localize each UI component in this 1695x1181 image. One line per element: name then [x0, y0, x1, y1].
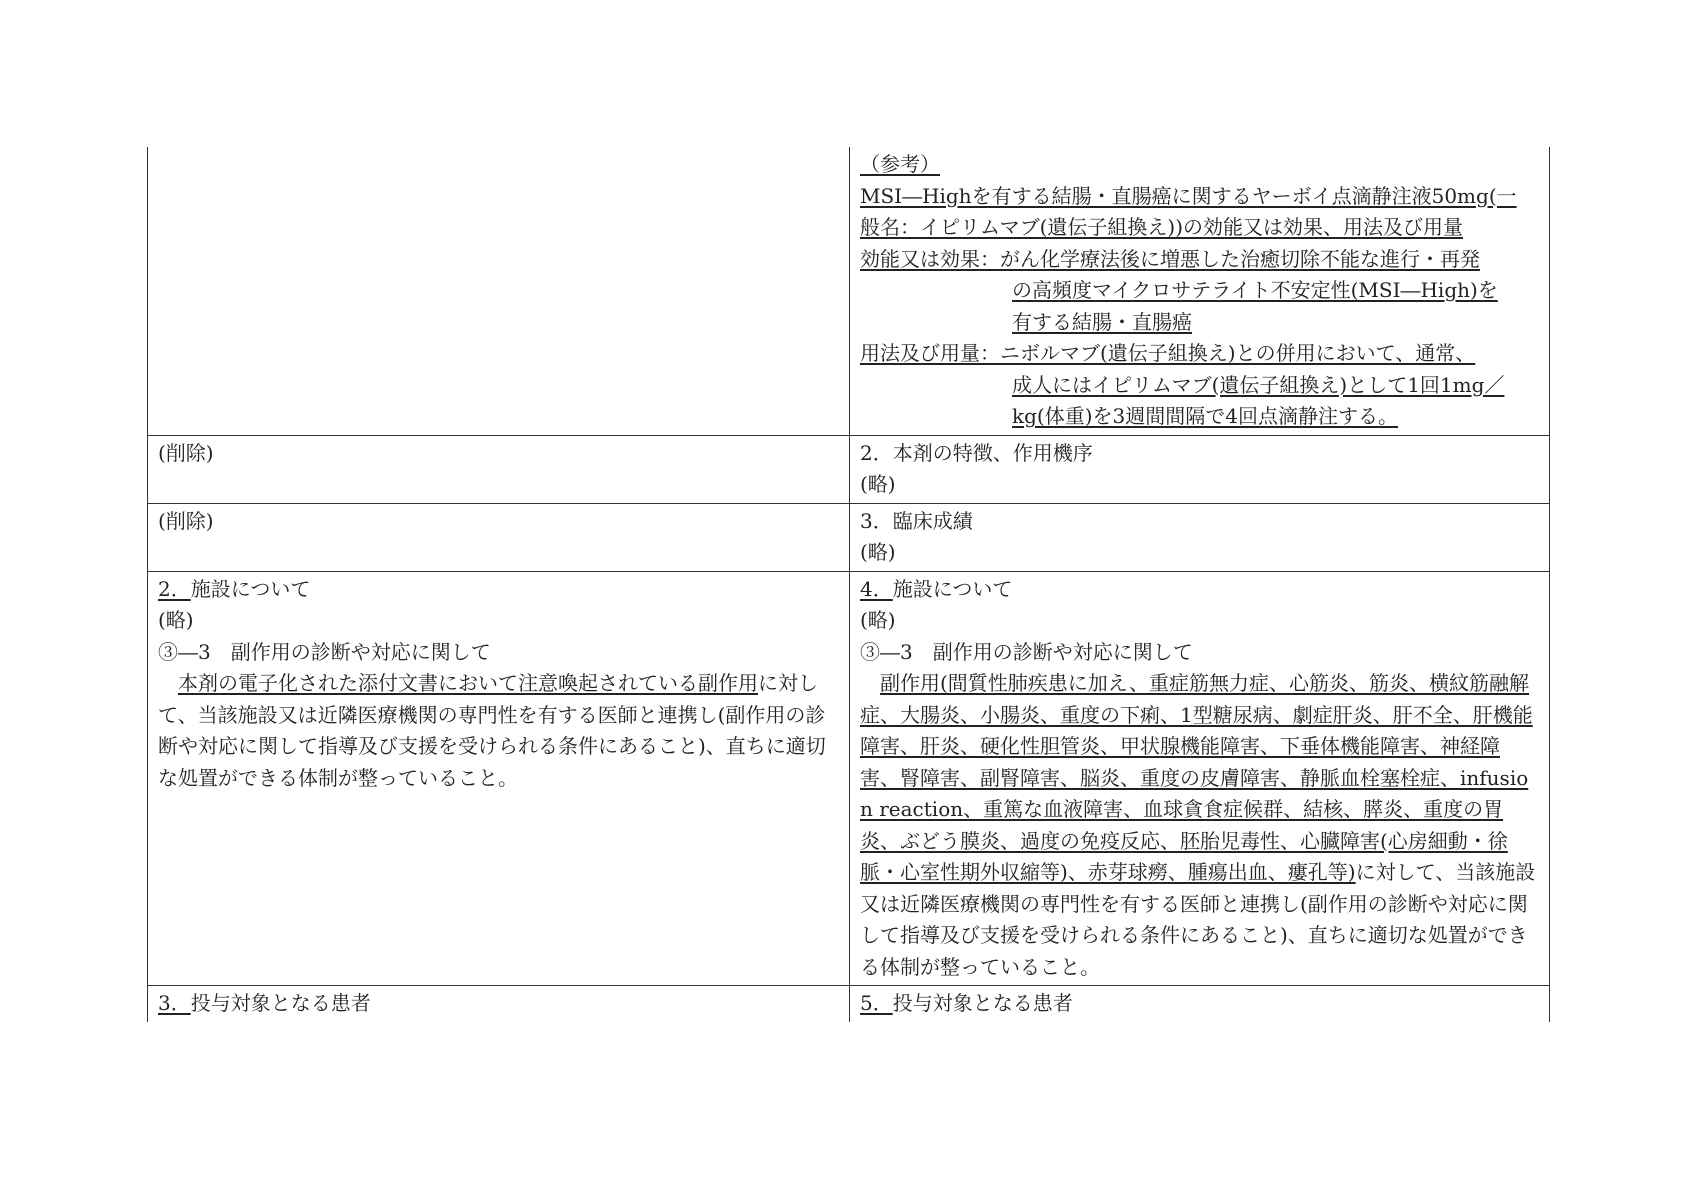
cell-left-deleted: [148, 503, 850, 571]
row-reference: [148, 147, 1550, 435]
cell-clinical: [850, 503, 1550, 571]
deleted-label: (削除): [158, 508, 214, 533]
sub-heading: ③―3 副作用の診断や対応に関して: [860, 639, 1193, 664]
comparison-table: [147, 147, 1550, 1022]
section-number: 3．: [158, 991, 191, 1015]
paragraph-underlined: 副作用(間質性肺疾患に加え、重症筋無力症、心筋炎、筋炎、横紋筋融解症、大腸炎、小腸炎、重度の下痢、1型糖尿病、劇症肝炎、肝不全、肝機能障害、肝炎、硬化性胆管炎、甲状腺機能障害、下垂体機能障害、神経障害、腎障害、副腎障害、脳炎、重度の皮膚障害、静脈血栓塞栓症、infusion reaction、重篤な血液障害、血球貪食症候群、結核、膵炎、重度の胃炎、ぶどう膜炎、過度の免疫反応、胚胎児毒性、心臓障害(心房細動・徐脈・心室性期外収縮等)、赤芽球癆、腫瘍出血、瘻孔等): [860, 671, 1533, 884]
omitted-label: (略): [860, 540, 896, 564]
dosage-line: ニボルマブ(遺伝子組換え)との併用において、通常、: [1000, 341, 1476, 365]
dosage-block: [860, 338, 1539, 370]
row-clinical: [148, 503, 1550, 571]
cell-facility-new: [850, 571, 1550, 986]
paragraph-underlined: 本剤の電子化された添付文書において注意喚起されている副作用: [178, 671, 758, 695]
omitted-label: (略): [158, 608, 194, 632]
paragraph-rest: に対して、当該施設又は近隣医療機関の専門性を有する医師と連携し(副作用の診断や対応に関して指導及び支援を受けられる条件にあること)、直ちに適切な処置ができる体制が整っていること。: [158, 671, 826, 790]
cell-patients-old: [148, 986, 850, 1022]
section-title-text: 投与対象となる患者: [892, 991, 1073, 1015]
section-title: [860, 988, 1539, 1020]
efficacy-label: 効能又は効果：: [860, 246, 1000, 271]
facility-paragraph: [860, 668, 1539, 983]
reference-title-line: 般名：イピリムマブ(遺伝子組換え))の効能又は効果、用法及び用量: [860, 215, 1464, 239]
sub-heading: ③―3 副作用の診断や対応に関して: [158, 639, 491, 664]
dosage-line: kg(体重)を3週間間隔で4回点滴静注する。: [1012, 404, 1398, 428]
efficacy-block: [860, 244, 1539, 276]
dosage-line: 成人にはイピリムマブ(遺伝子組換え)として1回1mg／: [1012, 372, 1505, 397]
section-title: 3．臨床成績: [860, 508, 973, 533]
cell-facility-old: [148, 571, 850, 986]
section-title: [158, 988, 839, 1020]
row-facility: [148, 571, 1550, 986]
section-title-text: 施設について: [190, 576, 311, 601]
section-number: 5．: [860, 991, 893, 1015]
section-title: [860, 574, 1539, 606]
cell-patients-new: [850, 986, 1550, 1022]
omitted-label: (略): [860, 608, 896, 632]
efficacy-line: の高頻度マイクロサテライト不安定性(MSI―High)を: [1012, 278, 1498, 302]
cell-reference: [850, 147, 1550, 435]
reference-heading: （参考）: [860, 152, 940, 176]
reference-title-line: MSI―Highを有する結腸・直腸癌に関するヤーボイ点滴静注液50mg(一: [860, 183, 1517, 208]
section-number: 2．: [158, 576, 191, 601]
efficacy-line: 有する結腸・直腸癌: [1012, 309, 1192, 334]
deleted-label: (削除): [158, 440, 214, 465]
row-features: [148, 435, 1550, 503]
efficacy-line: がん化学療法後に増悪した治癒切除不能な進行・再発: [1000, 246, 1480, 271]
section-title-text: 施設について: [892, 576, 1013, 601]
cell-left-deleted: [148, 435, 850, 503]
omitted-label: (略): [860, 472, 896, 496]
facility-paragraph: [158, 668, 839, 794]
cell-left-empty: [148, 147, 850, 435]
section-title-text: 投与対象となる患者: [190, 991, 371, 1015]
dosage-label: 用法及び用量：: [860, 341, 1000, 365]
paragraph-rest: に対して、当該施設又は近隣医療機関の専門性を有する医師と連携し(副作用の診断や対応に関して指導及び支援を受けられる条件にあること)、直ちに適切な処置ができる体制が整っていること。: [860, 860, 1536, 979]
row-patients: [148, 986, 1550, 1022]
cell-features: [850, 435, 1550, 503]
section-number: 4．: [860, 576, 893, 601]
section-title: 2．本剤の特徴、作用機序: [860, 440, 1093, 465]
section-title: [158, 574, 839, 606]
